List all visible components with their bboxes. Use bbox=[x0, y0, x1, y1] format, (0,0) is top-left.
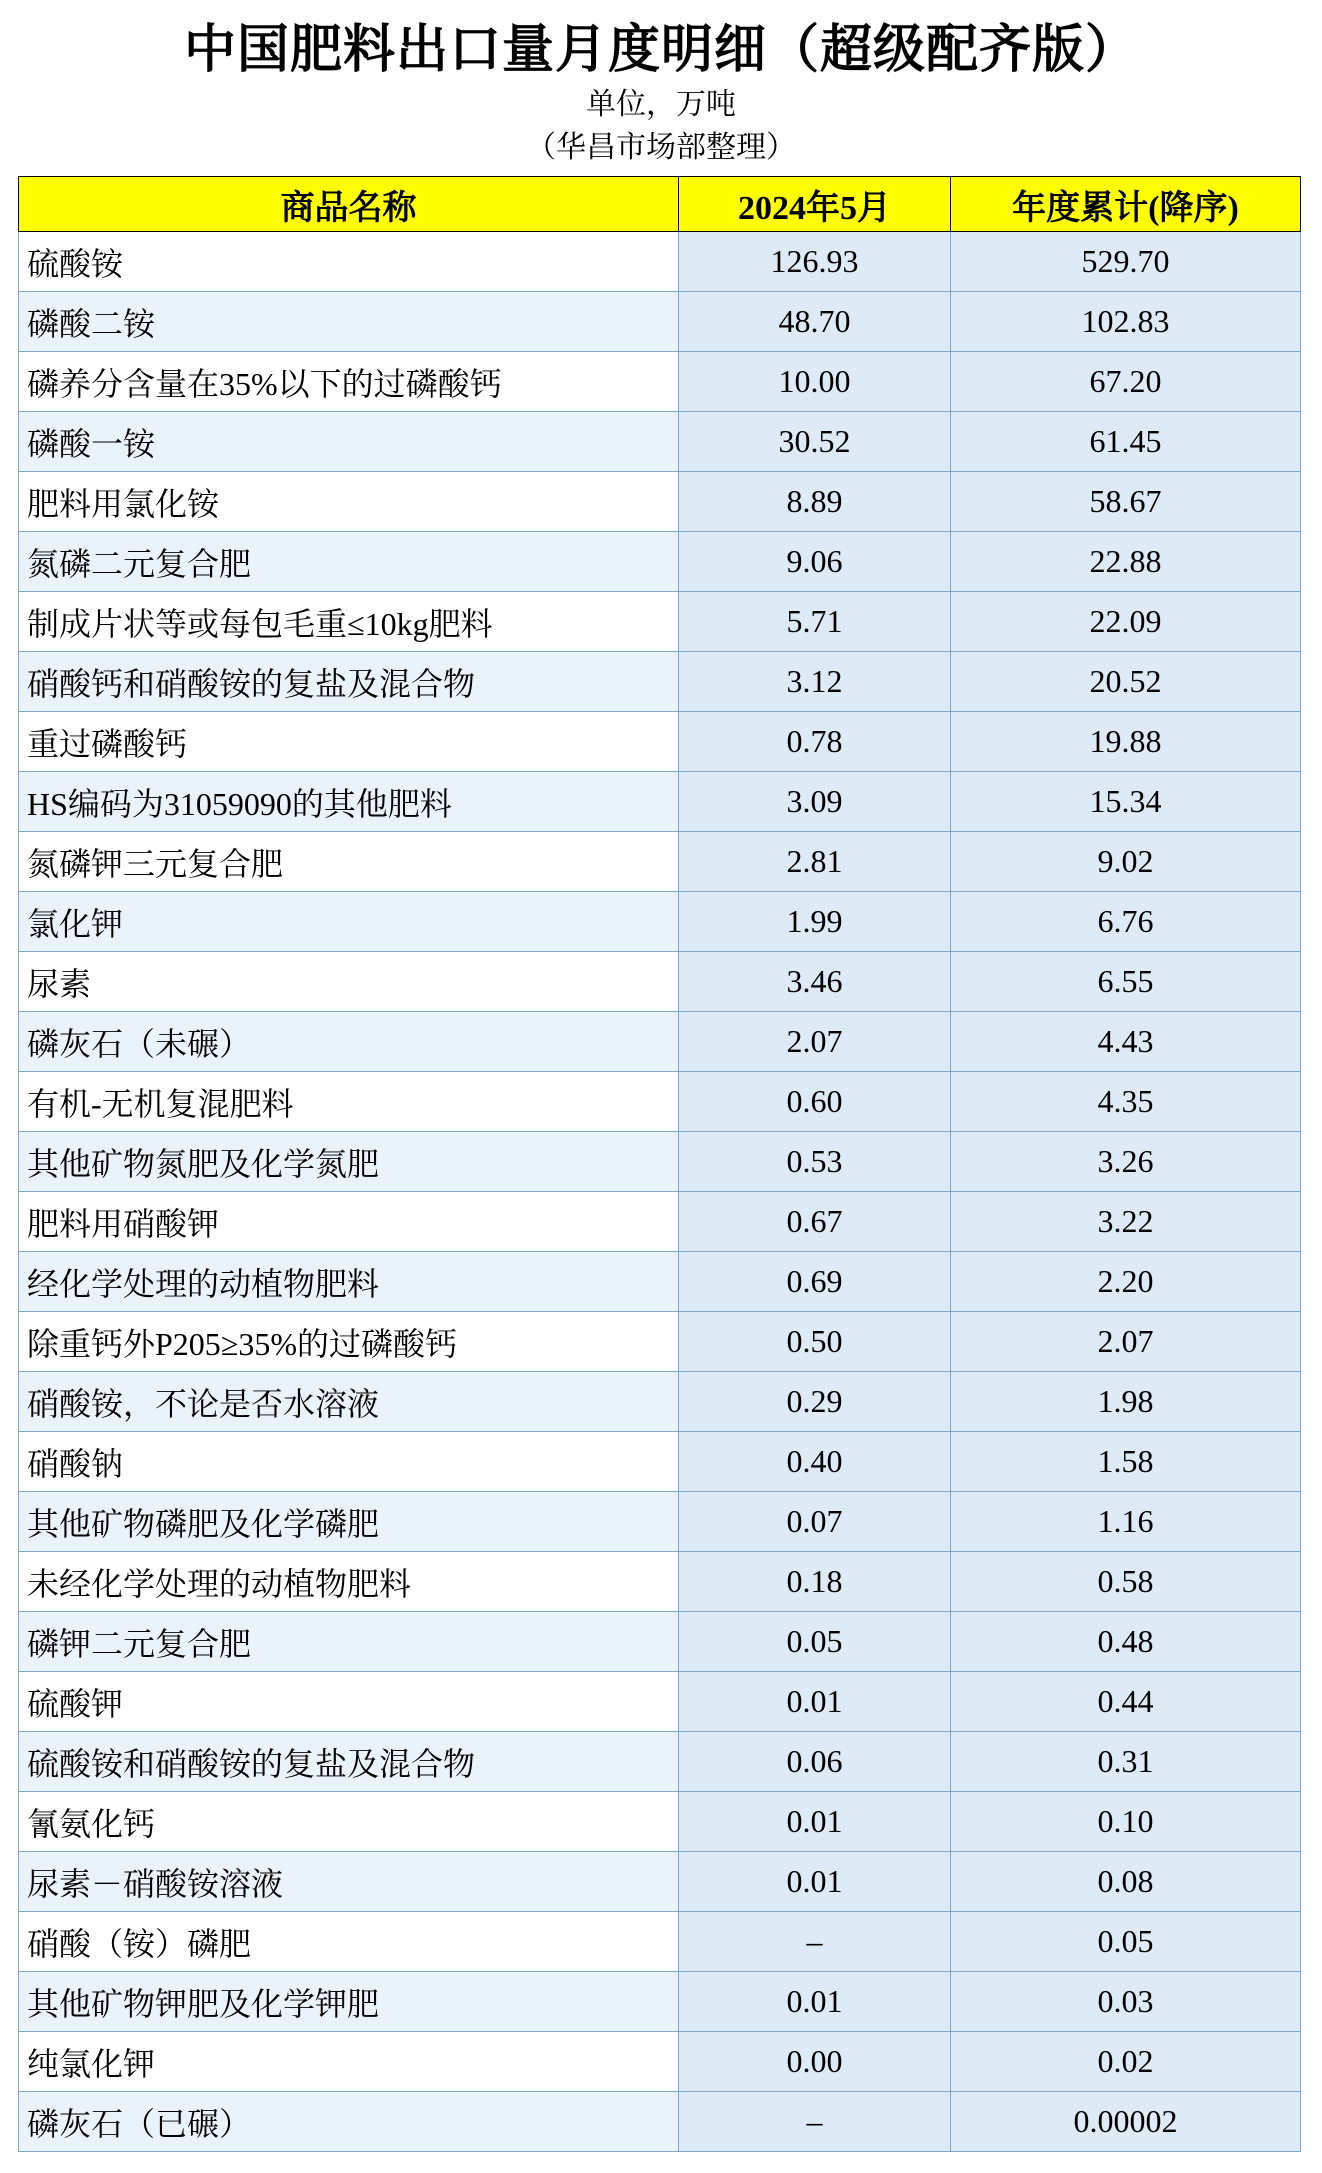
cell-month-value: 3.46 bbox=[679, 952, 951, 1012]
cell-product-name: 氰氨化钙 bbox=[19, 1792, 679, 1852]
cell-ytd-value: 61.45 bbox=[951, 412, 1301, 472]
cell-product-name: 除重钙外P205≥35%的过磷酸钙 bbox=[19, 1312, 679, 1372]
cell-ytd-value: 19.88 bbox=[951, 712, 1301, 772]
cell-product-name: 氯化钾 bbox=[19, 892, 679, 952]
cell-ytd-value: 529.70 bbox=[951, 232, 1301, 292]
cell-month-value: 0.60 bbox=[679, 1072, 951, 1132]
page-title: 中国肥料出口量月度明细（超级配齐版） bbox=[183, 22, 1138, 79]
cell-product-name: 重过磷酸钙 bbox=[19, 712, 679, 772]
cell-ytd-value: 9.02 bbox=[951, 832, 1301, 892]
cell-month-value: 48.70 bbox=[679, 292, 951, 352]
cell-ytd-value: 1.98 bbox=[951, 1372, 1301, 1432]
table-row bbox=[19, 1552, 1301, 1612]
cell-product-name: 纯氯化钾 bbox=[19, 2032, 679, 2092]
cell-month-value: 0.29 bbox=[679, 1372, 951, 1432]
table-row bbox=[19, 1432, 1301, 1492]
table-row bbox=[19, 232, 1301, 292]
cell-ytd-value: 6.76 bbox=[951, 892, 1301, 952]
table-row bbox=[19, 1852, 1301, 1912]
table-row bbox=[19, 772, 1301, 832]
cell-ytd-value: 3.22 bbox=[951, 1192, 1301, 1252]
cell-month-value: 9.06 bbox=[679, 532, 951, 592]
cell-ytd-value: 1.58 bbox=[951, 1432, 1301, 1492]
cell-product-name: 其他矿物钾肥及化学钾肥 bbox=[19, 1972, 679, 2032]
cell-ytd-value: 22.09 bbox=[951, 592, 1301, 652]
cell-product-name: 磷钾二元复合肥 bbox=[19, 1612, 679, 1672]
cell-product-name: 其他矿物氮肥及化学氮肥 bbox=[19, 1132, 679, 1192]
cell-month-value: 0.50 bbox=[679, 1312, 951, 1372]
cell-ytd-value: 3.26 bbox=[951, 1132, 1301, 1192]
fertilizer-export-table bbox=[18, 176, 1301, 2152]
cell-month-value: 3.09 bbox=[679, 772, 951, 832]
cell-month-value: 1.99 bbox=[679, 892, 951, 952]
unit-note: 单位，万吨 bbox=[586, 88, 736, 122]
table-row bbox=[19, 1672, 1301, 1732]
table-row bbox=[19, 1012, 1301, 1072]
cell-month-value: 0.05 bbox=[679, 1612, 951, 1672]
cell-month-value: 0.53 bbox=[679, 1132, 951, 1192]
cell-ytd-value: 0.02 bbox=[951, 2032, 1301, 2092]
cell-ytd-value: 0.08 bbox=[951, 1852, 1301, 1912]
cell-product-name: 氮磷钾三元复合肥 bbox=[19, 832, 679, 892]
column-header-ytd: 年度累计(降序) bbox=[951, 177, 1301, 232]
cell-product-name: 磷酸一铵 bbox=[19, 412, 679, 472]
cell-product-name: 其他矿物磷肥及化学磷肥 bbox=[19, 1492, 679, 1552]
cell-product-name: HS编码为31059090的其他肥料 bbox=[19, 772, 679, 832]
cell-product-name: 硝酸钠 bbox=[19, 1432, 679, 1492]
cell-product-name: 未经化学处理的动植物肥料 bbox=[19, 1552, 679, 1612]
table-row bbox=[19, 592, 1301, 652]
table-row bbox=[19, 2032, 1301, 2092]
cell-month-value: 0.01 bbox=[679, 1672, 951, 1732]
cell-product-name: 磷酸二铵 bbox=[19, 292, 679, 352]
table-row bbox=[19, 1792, 1301, 1852]
table-row bbox=[19, 1912, 1301, 1972]
table-row bbox=[19, 952, 1301, 1012]
cell-month-value: 30.52 bbox=[679, 412, 951, 472]
cell-product-name: 磷灰石（已碾） bbox=[19, 2092, 679, 2152]
cell-month-value: – bbox=[679, 1912, 951, 1972]
table-body bbox=[19, 232, 1301, 2152]
cell-ytd-value: 15.34 bbox=[951, 772, 1301, 832]
cell-ytd-value: 0.05 bbox=[951, 1912, 1301, 1972]
cell-product-name: 有机-无机复混肥料 bbox=[19, 1072, 679, 1132]
cell-product-name: 肥料用硝酸钾 bbox=[19, 1192, 679, 1252]
cell-ytd-value: 0.58 bbox=[951, 1552, 1301, 1612]
cell-month-value: 5.71 bbox=[679, 592, 951, 652]
cell-product-name: 尿素 bbox=[19, 952, 679, 1012]
table-row bbox=[19, 1312, 1301, 1372]
cell-ytd-value: 22.88 bbox=[951, 532, 1301, 592]
cell-ytd-value: 4.43 bbox=[951, 1012, 1301, 1072]
table-row bbox=[19, 1732, 1301, 1792]
cell-month-value: 126.93 bbox=[679, 232, 951, 292]
cell-month-value: 0.01 bbox=[679, 1972, 951, 2032]
table-row bbox=[19, 892, 1301, 952]
cell-product-name: 尿素－硝酸铵溶液 bbox=[19, 1852, 679, 1912]
cell-ytd-value: 102.83 bbox=[951, 292, 1301, 352]
cell-product-name: 硫酸铵 bbox=[19, 232, 679, 292]
cell-ytd-value: 67.20 bbox=[951, 352, 1301, 412]
cell-ytd-value: 0.03 bbox=[951, 1972, 1301, 2032]
cell-ytd-value: 20.52 bbox=[951, 652, 1301, 712]
table-header-row bbox=[19, 177, 1301, 232]
table-row bbox=[19, 1132, 1301, 1192]
cell-product-name: 硫酸铵和硝酸铵的复盐及混合物 bbox=[19, 1732, 679, 1792]
table-row bbox=[19, 292, 1301, 352]
cell-ytd-value: 4.35 bbox=[951, 1072, 1301, 1132]
cell-product-name: 制成片状等或每包毛重≤10kg肥料 bbox=[19, 592, 679, 652]
cell-ytd-value: 2.20 bbox=[951, 1252, 1301, 1312]
cell-month-value: 0.67 bbox=[679, 1192, 951, 1252]
cell-product-name: 磷灰石（未碾） bbox=[19, 1012, 679, 1072]
source-note: （华昌市场部整理） bbox=[526, 130, 796, 164]
cell-month-value: 0.06 bbox=[679, 1732, 951, 1792]
cell-product-name: 硝酸铵，不论是否水溶液 bbox=[19, 1372, 679, 1432]
table-row bbox=[19, 1972, 1301, 2032]
table-row bbox=[19, 352, 1301, 412]
cell-month-value: 0.00 bbox=[679, 2032, 951, 2092]
cell-ytd-value: 0.31 bbox=[951, 1732, 1301, 1792]
table-row bbox=[19, 2092, 1301, 2152]
cell-month-value: 2.07 bbox=[679, 1012, 951, 1072]
column-header-product: 商品名称 bbox=[19, 177, 679, 232]
table-row bbox=[19, 1372, 1301, 1432]
table-row bbox=[19, 412, 1301, 472]
cell-ytd-value: 1.16 bbox=[951, 1492, 1301, 1552]
cell-ytd-value: 2.07 bbox=[951, 1312, 1301, 1372]
table-row bbox=[19, 1192, 1301, 1252]
column-header-month: 2024年5月 bbox=[679, 177, 951, 232]
cell-month-value: 0.07 bbox=[679, 1492, 951, 1552]
table-row bbox=[19, 1252, 1301, 1312]
cell-month-value: 0.01 bbox=[679, 1792, 951, 1852]
cell-month-value: – bbox=[679, 2092, 951, 2152]
cell-month-value: 0.69 bbox=[679, 1252, 951, 1312]
cell-month-value: 0.78 bbox=[679, 712, 951, 772]
cell-month-value: 0.18 bbox=[679, 1552, 951, 1612]
cell-ytd-value: 6.55 bbox=[951, 952, 1301, 1012]
cell-product-name: 经化学处理的动植物肥料 bbox=[19, 1252, 679, 1312]
cell-month-value: 10.00 bbox=[679, 352, 951, 412]
cell-product-name: 氮磷二元复合肥 bbox=[19, 532, 679, 592]
cell-month-value: 8.89 bbox=[679, 472, 951, 532]
cell-product-name: 硝酸钙和硝酸铵的复盐及混合物 bbox=[19, 652, 679, 712]
table-row bbox=[19, 712, 1301, 772]
table-row bbox=[19, 652, 1301, 712]
cell-month-value: 0.40 bbox=[679, 1432, 951, 1492]
table-row bbox=[19, 1492, 1301, 1552]
table-row bbox=[19, 1612, 1301, 1672]
table-row bbox=[19, 832, 1301, 892]
cell-ytd-value: 0.10 bbox=[951, 1792, 1301, 1852]
cell-product-name: 硫酸钾 bbox=[19, 1672, 679, 1732]
table-row bbox=[19, 532, 1301, 592]
cell-ytd-value: 0.44 bbox=[951, 1672, 1301, 1732]
cell-product-name: 硝酸（铵）磷肥 bbox=[19, 1912, 679, 1972]
cell-product-name: 磷养分含量在35%以下的过磷酸钙 bbox=[19, 352, 679, 412]
cell-product-name: 肥料用氯化铵 bbox=[19, 472, 679, 532]
cell-month-value: 0.01 bbox=[679, 1852, 951, 1912]
cell-month-value: 3.12 bbox=[679, 652, 951, 712]
cell-ytd-value: 58.67 bbox=[951, 472, 1301, 532]
cell-month-value: 2.81 bbox=[679, 832, 951, 892]
table-row bbox=[19, 472, 1301, 532]
table-row bbox=[19, 1072, 1301, 1132]
cell-ytd-value: 0.00002 bbox=[951, 2092, 1301, 2152]
cell-ytd-value: 0.48 bbox=[951, 1612, 1301, 1672]
